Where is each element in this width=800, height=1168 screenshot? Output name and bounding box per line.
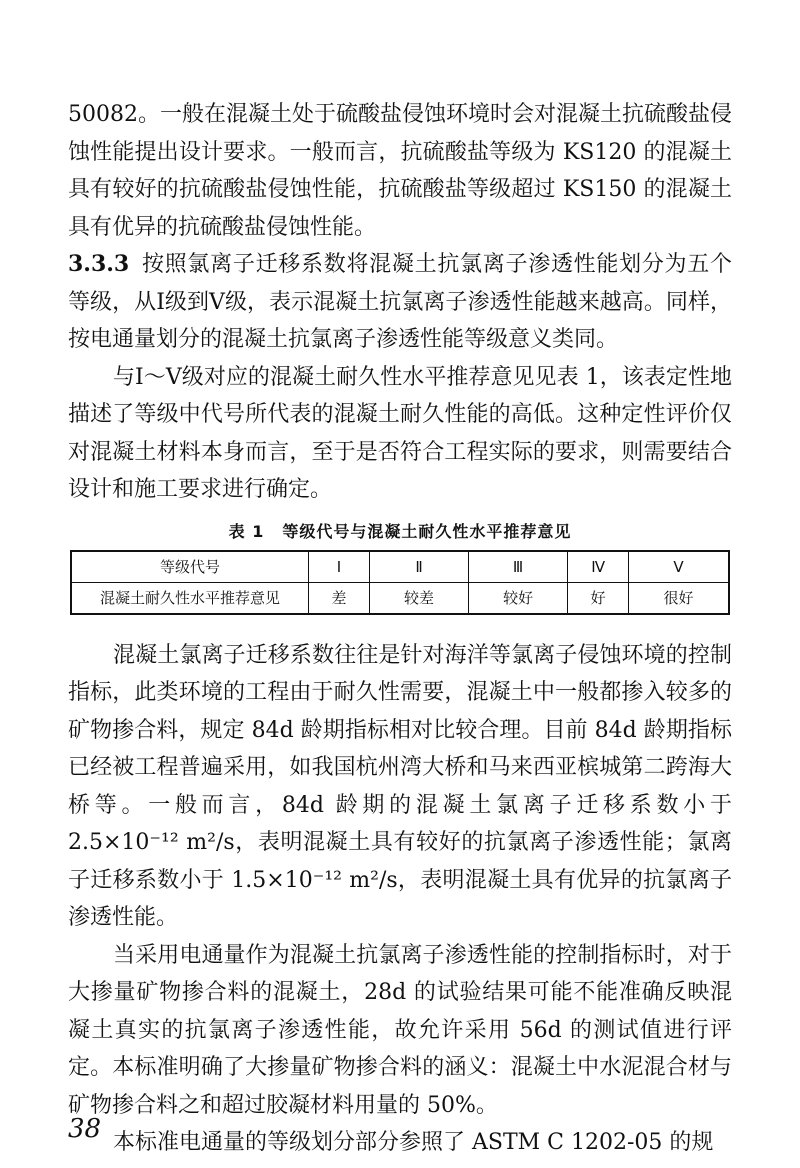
table-header-cell: Ⅳ: [568, 551, 629, 583]
page-number: 38: [68, 1114, 102, 1144]
table-header-row: [71, 551, 729, 583]
table-header-cell: Ⅴ: [629, 551, 729, 583]
paragraph-4: 混凝土氯离子迁移系数往往是针对海洋等氯离子侵蚀环境的控制指标，此类环境的工程由于耐久性需要，混凝土中一般都掺入较多的矿物掺合料，规定 84d 龄期指标相对比较合理。目前 84d 龄期指标已经被工程普遍采用，如我国杭州湾大桥和马来西亚槟城第二跨海大桥等。一般而言，84d 龄期的混凝土氯离子迁移系数小于 2.5×10⁻¹² m²/s，表明混凝土具有较好的抗氯离子渗透性能；氯离子迁移系数小于 1.5×10⁻¹² m²/s，表明混凝土具有优异的抗氯离子渗透性能。: [68, 642, 732, 930]
table-cell: 很好: [629, 582, 729, 614]
table-header-cell: Ⅰ: [309, 551, 370, 583]
table-cell: 差: [309, 582, 370, 614]
paragraph-section-333: [68, 246, 732, 359]
page-body: [68, 96, 732, 1162]
table-header-cell: Ⅲ: [469, 551, 568, 583]
paragraph-5: 当采用电通量作为混凝土抗氯离子渗透性能的控制指标时，对于大掺量矿物掺合料的混凝土，28d 的试验结果可能不能准确反映混凝土真实的抗氯离子渗透性能，故允许采用 56d 的测试值进行评定。本标准明确了大掺量矿物掺合料的涵义：混凝土中水泥混合材与矿物掺合料之和超过胶凝材料用量的 50%。: [68, 942, 732, 1118]
section-number: 3.3.3: [68, 251, 130, 277]
paragraph-1: 50082。一般在混凝土处于硫酸盐侵蚀环境时会对混凝土抗硫酸盐侵蚀性能提出设计要求。一般而言，抗硫酸盐等级为 KS120 的混凝土具有较好的抗硫酸盐侵蚀性能，抗硫酸盐等级超过 KS150 的混凝土具有优异的抗硫酸盐侵蚀性能。: [68, 102, 732, 240]
table-cell: 混凝土耐久性水平推荐意见: [71, 582, 309, 614]
section-text: 按照氯离子迁移系数将混凝土抗氯离子渗透性能划分为五个等级，从Ⅰ级到Ⅴ级，表示混凝土抗氯离子渗透性能越来越高。同样，按电通量划分的混凝土抗氯离子渗透性能等级意义类同。: [68, 252, 732, 352]
table-caption-title: 等级代号与混凝土耐久性水平推荐意见: [282, 521, 572, 541]
table-caption: [68, 519, 732, 542]
table-header-cell: 等级代号: [71, 551, 309, 583]
table-cell: 好: [568, 582, 629, 614]
table-header-cell: Ⅱ: [369, 551, 468, 583]
paragraph-6: 本标准电通量的等级划分部分参照了 ASTM C 1202-05 的规: [113, 1130, 714, 1155]
table-caption-number: 表 1: [228, 521, 265, 541]
table-cell: 较差: [369, 582, 468, 614]
table-cell: 较好: [469, 582, 568, 614]
paragraph-3: 与Ⅰ～Ⅴ级对应的混凝土耐久性水平推荐意见见表 1，该表定性地描述了等级中代号所代表的混凝土耐久性能的高低。这种定性评价仅对混凝土材料本身而言，至于是否符合工程实际的要求，则需要结合设计和施工要求进行确定。: [68, 364, 732, 502]
table-row: [71, 582, 729, 614]
durability-table: [70, 550, 730, 615]
